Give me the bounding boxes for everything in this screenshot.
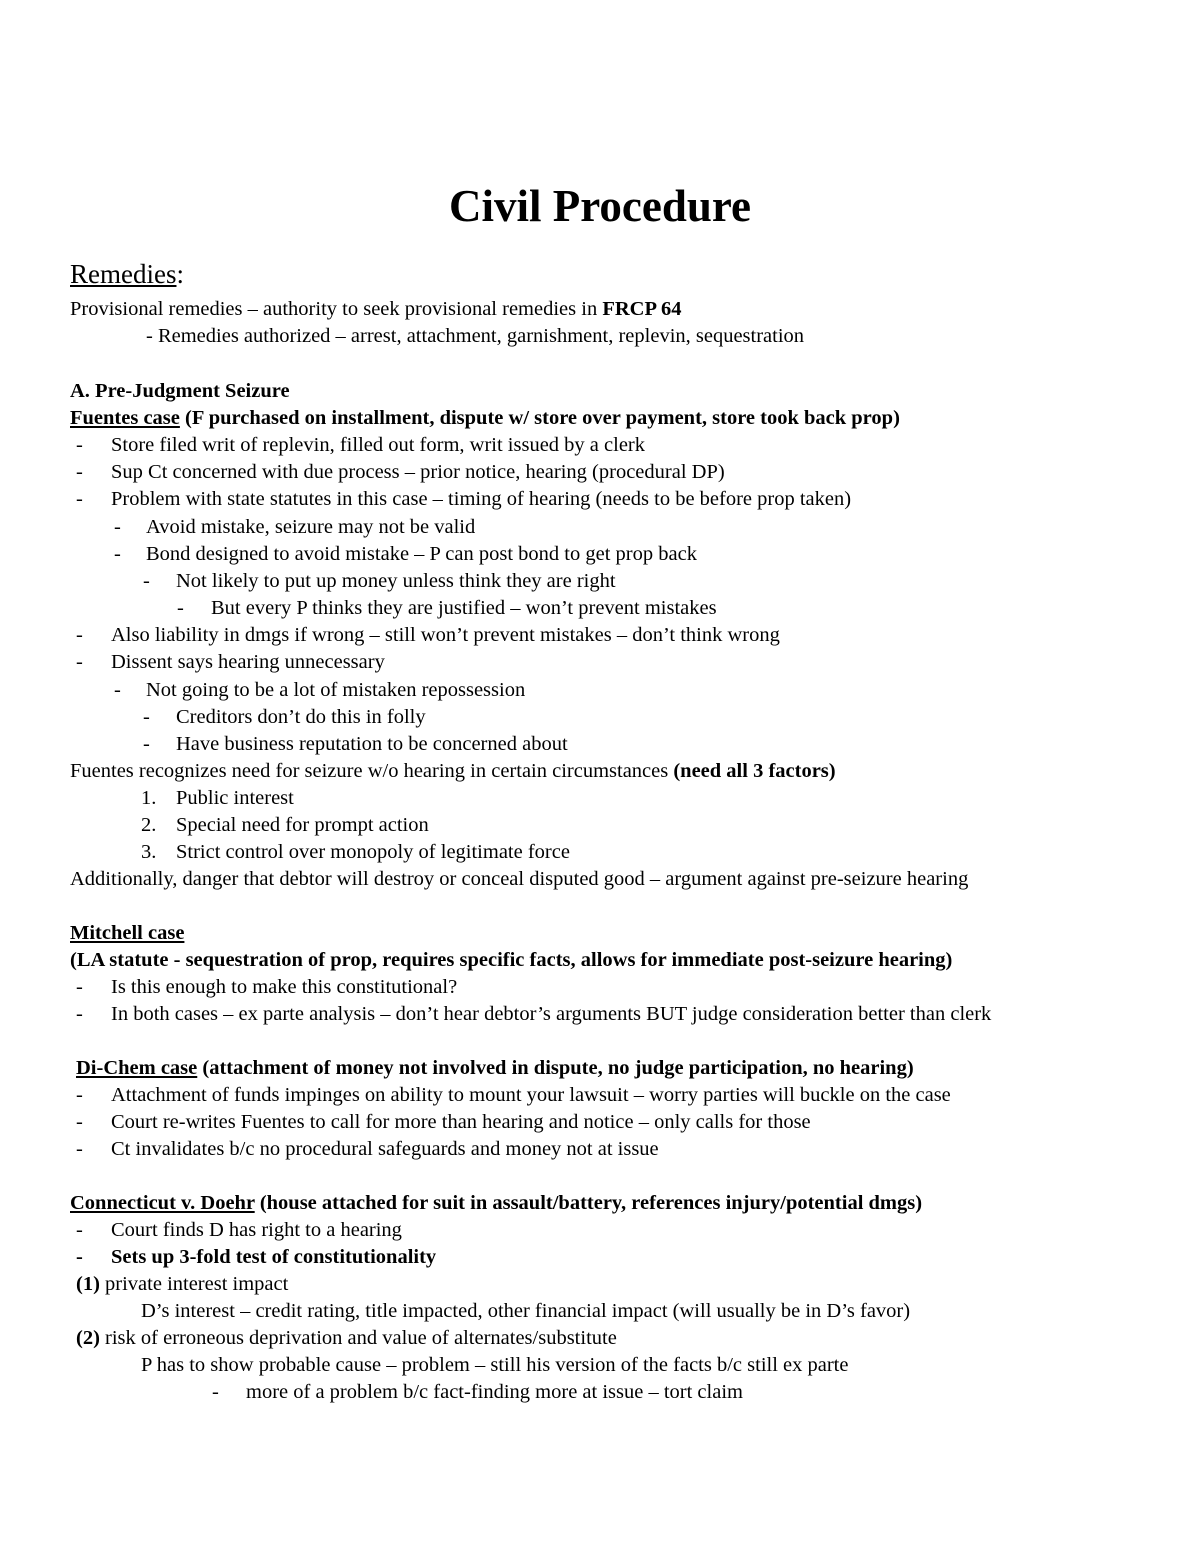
item-text: Strict control over monopoly of legitimate force (176, 841, 570, 863)
section-heading-pre-judgment: A. Pre-Judgment Seizure (70, 380, 290, 402)
test-factor-2-detail: P has to show probable cause – problem – still his version of the facts b/c still ex parte (141, 1354, 849, 1376)
bullet-dash: - (76, 461, 83, 483)
numbered-item (141, 839, 570, 866)
bullet-dash: - (114, 679, 121, 701)
bullet-dash: - (76, 1246, 83, 1268)
bullet-text: Not going to be a lot of mistaken repossession (146, 679, 526, 701)
numbered-item (141, 785, 294, 812)
bullet-dash: - (76, 1084, 83, 1106)
bullet-dash: - (76, 434, 83, 456)
bullet-dash: - (177, 597, 184, 619)
bullet-text: Court finds D has right to a hearing (111, 1219, 402, 1241)
recognizes-bold: (need all 3 factors) (673, 760, 836, 782)
item-text: Public interest (176, 787, 294, 809)
doehr-case-name: Connecticut v. Doehr (70, 1192, 255, 1214)
test-factor-1-detail: D’s interest – credit rating, title impacted, other financial impact (will usually be in D’s favor) (141, 1300, 911, 1322)
item-text: Special need for prompt action (176, 814, 429, 836)
bullet-text: But every P thinks they are justified – won’t prevent mistakes (211, 597, 717, 619)
fuentes-case-heading (70, 405, 900, 432)
remedies-heading-text: Remedies (70, 259, 177, 289)
numbered-item (141, 812, 429, 839)
recognizes-text: Fuentes recognizes need for seizure w/o hearing in certain circumstances (70, 760, 674, 782)
factor-text: risk of erroneous deprivation and value of alternates/substitute (99, 1327, 617, 1349)
bullet-text: Is this enough to make this constitutional? (111, 976, 458, 998)
bullet-text: more of a problem b/c fact-finding more at issue – tort claim (246, 1381, 743, 1403)
dichem-case-desc: (attachment of money not involved in dispute, no judge participation, no hearing) (197, 1057, 914, 1079)
remedies-heading (70, 258, 184, 290)
bullet-text: Court re-writes Fuentes to call for more than hearing and notice – only calls for those (111, 1111, 811, 1133)
test-factor-2 (76, 1325, 617, 1352)
mitchell-case-desc: (LA statute - sequestration of prop, requires specific facts, allows for immediate post-seizure hearing) (70, 949, 953, 971)
bullet-text: Also liability in dmgs if wrong – still won’t prevent mistakes – don’t think wrong (111, 624, 780, 646)
fuentes-case-name: Fuentes case (70, 407, 180, 429)
bullet-text: In both cases – ex parte analysis – don’t hear debtor’s arguments BUT judge consideration better than clerk (111, 1003, 992, 1025)
bullet-text: Dissent says hearing unnecessary (111, 651, 385, 673)
bullet-dash: - (76, 1138, 83, 1160)
document-title: Civil Procedure (448, 181, 752, 231)
bullet-text: Sets up 3-fold test of constitutionality (111, 1246, 437, 1268)
bullet-dash: - (76, 624, 83, 646)
test-factor-1 (76, 1271, 288, 1298)
factor-number: (1) (76, 1273, 100, 1295)
mitchell-case-heading: Mitchell case (70, 922, 185, 944)
bullet-text: Store filed writ of replevin, filled out form, writ issued by a clerk (111, 434, 646, 456)
bullet-dash: - (114, 543, 121, 565)
item-number: 2. (141, 814, 157, 836)
frcp-reference: FRCP 64 (602, 298, 682, 320)
bullet-dash: - (76, 1111, 83, 1133)
bullet-text: Creditors don’t do this in folly (176, 706, 426, 728)
bullet-text: Not likely to put up money unless think they are right (176, 570, 616, 592)
bullet-text: Ct invalidates b/c no procedural safeguards and money not at issue (111, 1138, 659, 1160)
remedies-colon: : (176, 259, 184, 289)
bullet-dash: - (212, 1381, 219, 1403)
doehr-case-desc: (house attached for suit in assault/battery, references injury/potential dmgs) (254, 1192, 923, 1214)
doehr-case-heading (70, 1190, 922, 1217)
item-number: 1. (141, 787, 157, 809)
additionally-line: Additionally, danger that debtor will destroy or conceal disputed good – argument against pre-seizure hearing (70, 868, 969, 890)
bullet-text: Problem with state statutes in this case – timing of hearing (needs to be before prop taken) (111, 488, 852, 510)
dichem-case-name: Di-Chem case (76, 1057, 198, 1079)
factor-text: private interest impact (99, 1273, 289, 1295)
bullet-text: Sup Ct concerned with due process – prior notice, hearing (procedural DP) (111, 461, 725, 483)
item-number: 3. (141, 841, 157, 863)
factor-number: (2) (76, 1327, 100, 1349)
fuentes-recognizes-line (70, 758, 836, 785)
fuentes-case-desc: (F purchased on installment, dispute w/ store over payment, store took back prop) (179, 407, 900, 429)
remedies-authorized-line: - Remedies authorized – arrest, attachment, garnishment, replevin, sequestration (146, 325, 805, 347)
provisional-remedies-line (70, 296, 681, 323)
bullet-dash: - (76, 1003, 83, 1025)
bullet-dash: - (76, 1219, 83, 1241)
bullet-dash: - (76, 488, 83, 510)
bullet-dash: - (76, 651, 83, 673)
bullet-text: Bond designed to avoid mistake – P can post bond to get prop back (146, 543, 697, 565)
bullet-dash: - (114, 516, 121, 538)
provisional-text: Provisional remedies – authority to seek provisional remedies in (70, 298, 603, 320)
dichem-case-heading (76, 1055, 914, 1082)
bullet-dash: - (76, 976, 83, 998)
bullet-dash: - (143, 706, 150, 728)
bullet-dash: - (143, 570, 150, 592)
bullet-text: Avoid mistake, seizure may not be valid (146, 516, 476, 538)
bullet-text: Attachment of funds impinges on ability to mount your lawsuit – worry parties will buckle on the case (111, 1084, 951, 1106)
bullet-dash: - (143, 733, 150, 755)
bullet-text: Have business reputation to be concerned about (176, 733, 568, 755)
